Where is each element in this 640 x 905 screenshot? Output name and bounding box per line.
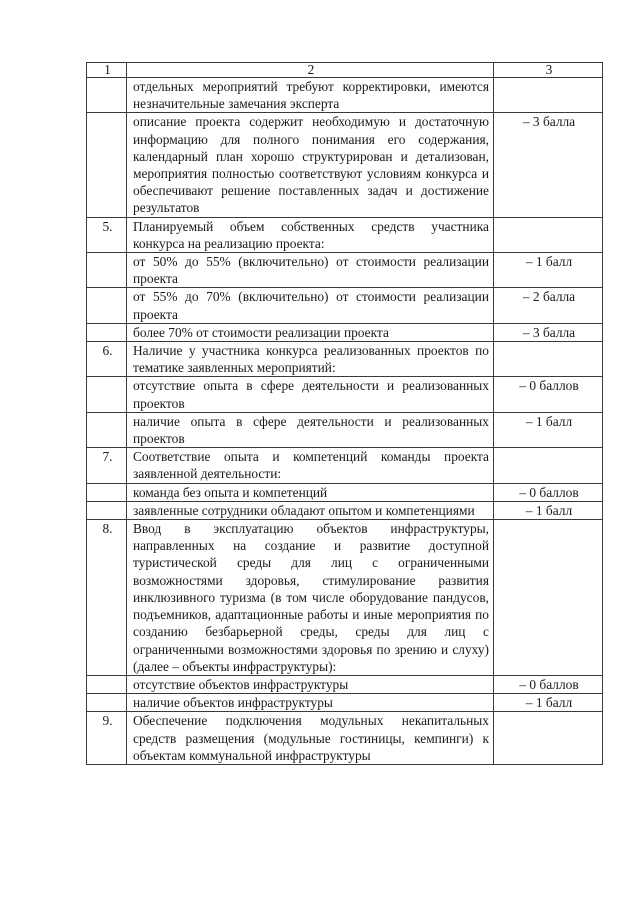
criterion-number: 9.: [87, 712, 127, 765]
criterion-number: 8.: [87, 520, 127, 676]
criterion-text: Ввод в эксплуатацию объектов инфраструктуры, направленных на создание и развитие доступной туристической среды для лиц с ограниченными возможностями здоровья, стимулирование развития инклюзивного туризма (в том числе оборудование пандусов, подъемников, адаптационные работы и иные мероприятия по созданию безбарьерной среды, среды для лиц с ограниченными возможностями здоровья по зрению и слуху) (далее – объекты инфраструктуры):: [127, 520, 494, 676]
table-row: [87, 113, 603, 217]
table-header-row: [87, 63, 603, 78]
table-row: [87, 501, 603, 519]
criterion-text: Обеспечение подключения модульных некапитальных средств размещения (модульные гостиницы, кемпинги) к объектам коммунальной инфраструктуры: [127, 712, 494, 765]
criterion-text: от 55% до 70% (включительно) от стоимости реализации проекта: [127, 288, 494, 323]
table-row: [87, 694, 603, 712]
table-row: [87, 377, 603, 412]
table-row: [87, 483, 603, 501]
criterion-score: – 2 балла: [494, 288, 603, 323]
criterion-number: 6.: [87, 342, 127, 377]
criterion-number: [87, 113, 127, 217]
criterion-score: – 0 баллов: [494, 377, 603, 412]
table-row: [87, 675, 603, 693]
criterion-number: [87, 694, 127, 712]
header-col-3: 3: [494, 63, 603, 78]
criterion-number: [87, 288, 127, 323]
table-row: [87, 217, 603, 252]
criterion-score: [494, 342, 603, 377]
criterion-number: [87, 78, 127, 113]
criterion-score: – 3 балла: [494, 113, 603, 217]
criterion-number: [87, 323, 127, 341]
table-row: [87, 712, 603, 765]
criterion-score: [494, 520, 603, 676]
table-row: [87, 323, 603, 341]
criterion-number: [87, 377, 127, 412]
header-col-2: 2: [127, 63, 494, 78]
criterion-score: – 1 балл: [494, 253, 603, 288]
criterion-number: 5.: [87, 217, 127, 252]
table-row: [87, 288, 603, 323]
criterion-text: отдельных мероприятий требуют корректировки, имеются незначительные замечания эксперта: [127, 78, 494, 113]
table-row: [87, 342, 603, 377]
criterion-number: [87, 253, 127, 288]
criterion-score: – 1 балл: [494, 501, 603, 519]
table-row: [87, 412, 603, 447]
table-row: [87, 78, 603, 113]
criterion-text: Планируемый объем собственных средств участника конкурса на реализацию проекта:: [127, 217, 494, 252]
criterion-text: более 70% от стоимости реализации проекта: [127, 323, 494, 341]
table-row: [87, 520, 603, 676]
criterion-score: – 0 баллов: [494, 483, 603, 501]
criterion-score: – 1 балл: [494, 412, 603, 447]
criterion-number: [87, 483, 127, 501]
criterion-text: наличие объектов инфраструктуры: [127, 694, 494, 712]
criterion-text: от 50% до 55% (включительно) от стоимости реализации проекта: [127, 253, 494, 288]
criterion-text: отсутствие объектов инфраструктуры: [127, 675, 494, 693]
criterion-text: отсутствие опыта в сфере деятельности и реализованных проектов: [127, 377, 494, 412]
criterion-score: [494, 217, 603, 252]
criterion-score: – 1 балл: [494, 694, 603, 712]
criterion-number: [87, 412, 127, 447]
criterion-score: – 3 балла: [494, 323, 603, 341]
criterion-score: [494, 78, 603, 113]
criteria-table: [86, 62, 603, 765]
criterion-text: команда без опыта и компетенций: [127, 483, 494, 501]
table-row: [87, 253, 603, 288]
criterion-score: [494, 448, 603, 483]
criterion-text: наличие опыта в сфере деятельности и реализованных проектов: [127, 412, 494, 447]
criterion-text: описание проекта содержит необходимую и достаточную информацию для полного понимания его содержания, календарный план хорошо структурирован и детализован, мероприятия полностью соответствуют условиям конкурса и обеспечивают решение поставленных задач и достижение результатов: [127, 113, 494, 217]
criterion-text: заявленные сотрудники обладают опытом и компетенциями: [127, 501, 494, 519]
criterion-number: 7.: [87, 448, 127, 483]
criterion-text: Соответствие опыта и компетенций команды проекта заявленной деятельности:: [127, 448, 494, 483]
criterion-score: [494, 712, 603, 765]
criterion-number: [87, 675, 127, 693]
criterion-number: [87, 501, 127, 519]
table-row: [87, 448, 603, 483]
criterion-text: Наличие у участника конкурса реализованных проектов по тематике заявленных мероприятий:: [127, 342, 494, 377]
criterion-score: – 0 баллов: [494, 675, 603, 693]
header-col-1: 1: [87, 63, 127, 78]
